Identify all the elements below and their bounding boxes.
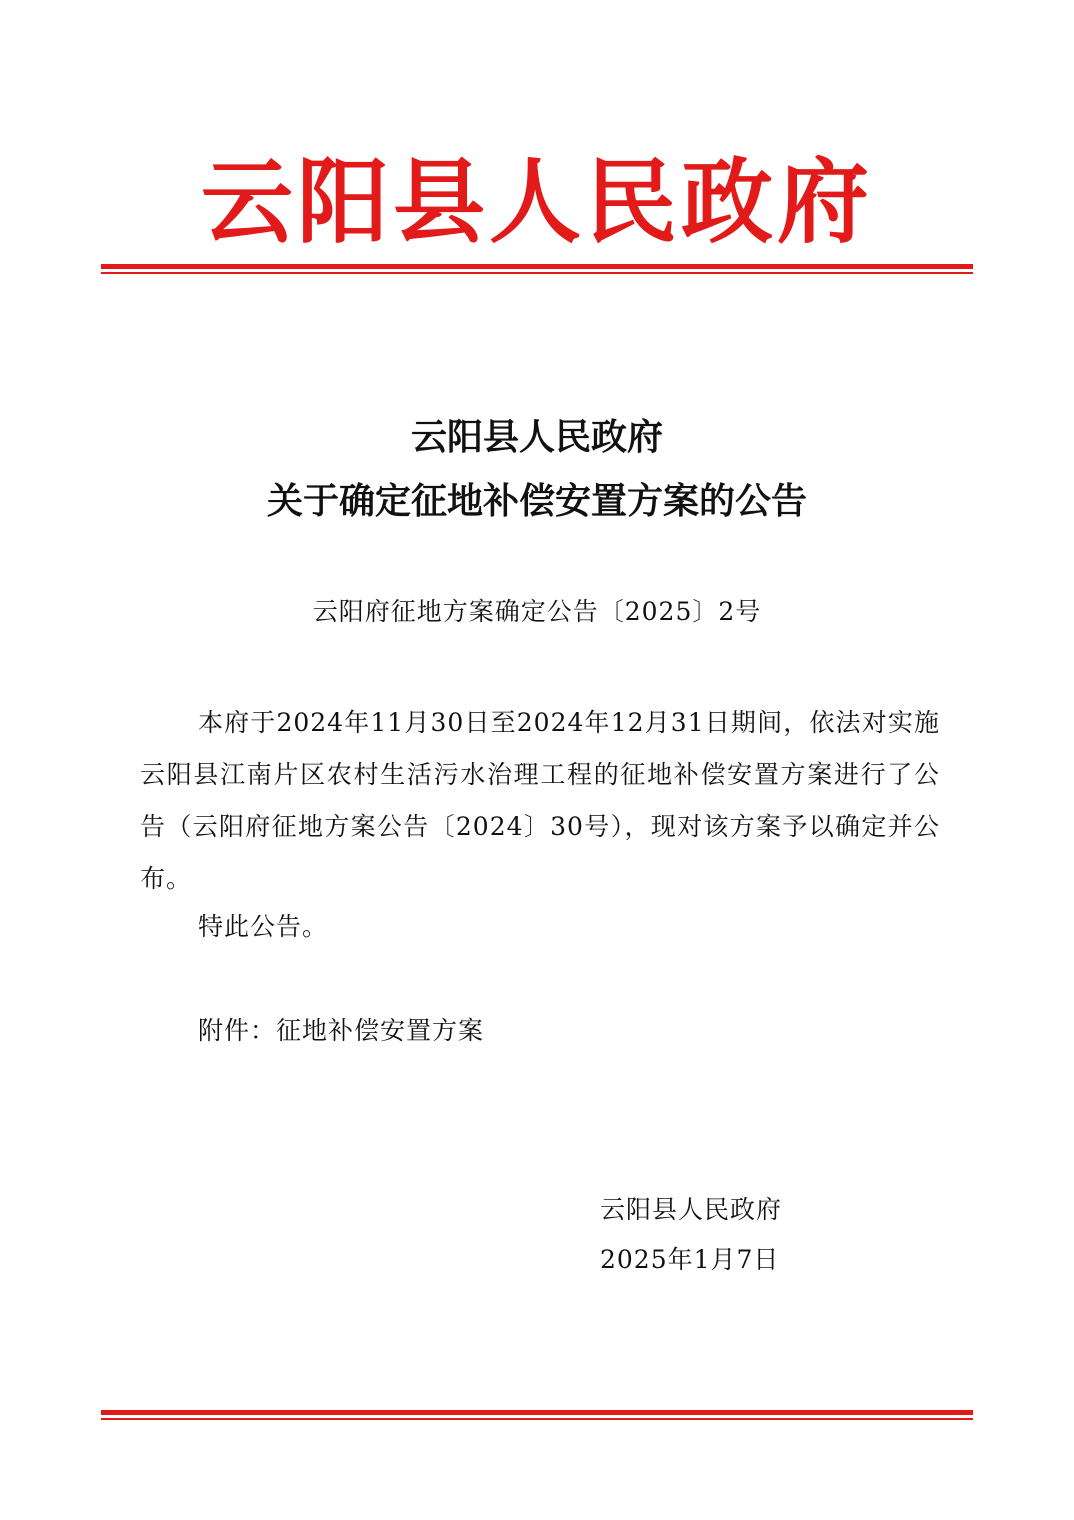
document-number: 云阳府征地方案确定公告〔2025〕2号: [312, 597, 762, 626]
attachment-label: 附件：: [198, 1016, 277, 1045]
footer-divider: [101, 1410, 973, 1420]
notice-closing: 特此公告。: [198, 912, 329, 941]
attachment-link[interactable]: 征地补偿安置方案: [276, 1016, 485, 1045]
masthead-divider: [101, 264, 973, 274]
divider-thin-line: [101, 1418, 973, 1420]
notice-title-line2: 关于确定征地补偿安置方案的公告: [266, 481, 807, 522]
signature-organization: 云阳县人民政府: [600, 1195, 783, 1224]
masthead-title: 云阳县人民政府: [200, 149, 873, 256]
attachment-line: [198, 1011, 484, 1051]
notice-title-line1: 云阳县人民政府: [410, 417, 663, 458]
notice-body: 本府于2024年11月30日至2024年12月31日期间，依法对实施云阳县江南片区农村生活污水治理工程的征地补偿安置方案进行了公告（云阳府征地方案公告〔2024〕30号），现对该方案予以确定并公布。: [140, 708, 940, 893]
divider-thin-line: [101, 272, 973, 274]
signature-date: 2025年1月7日: [600, 1245, 780, 1274]
